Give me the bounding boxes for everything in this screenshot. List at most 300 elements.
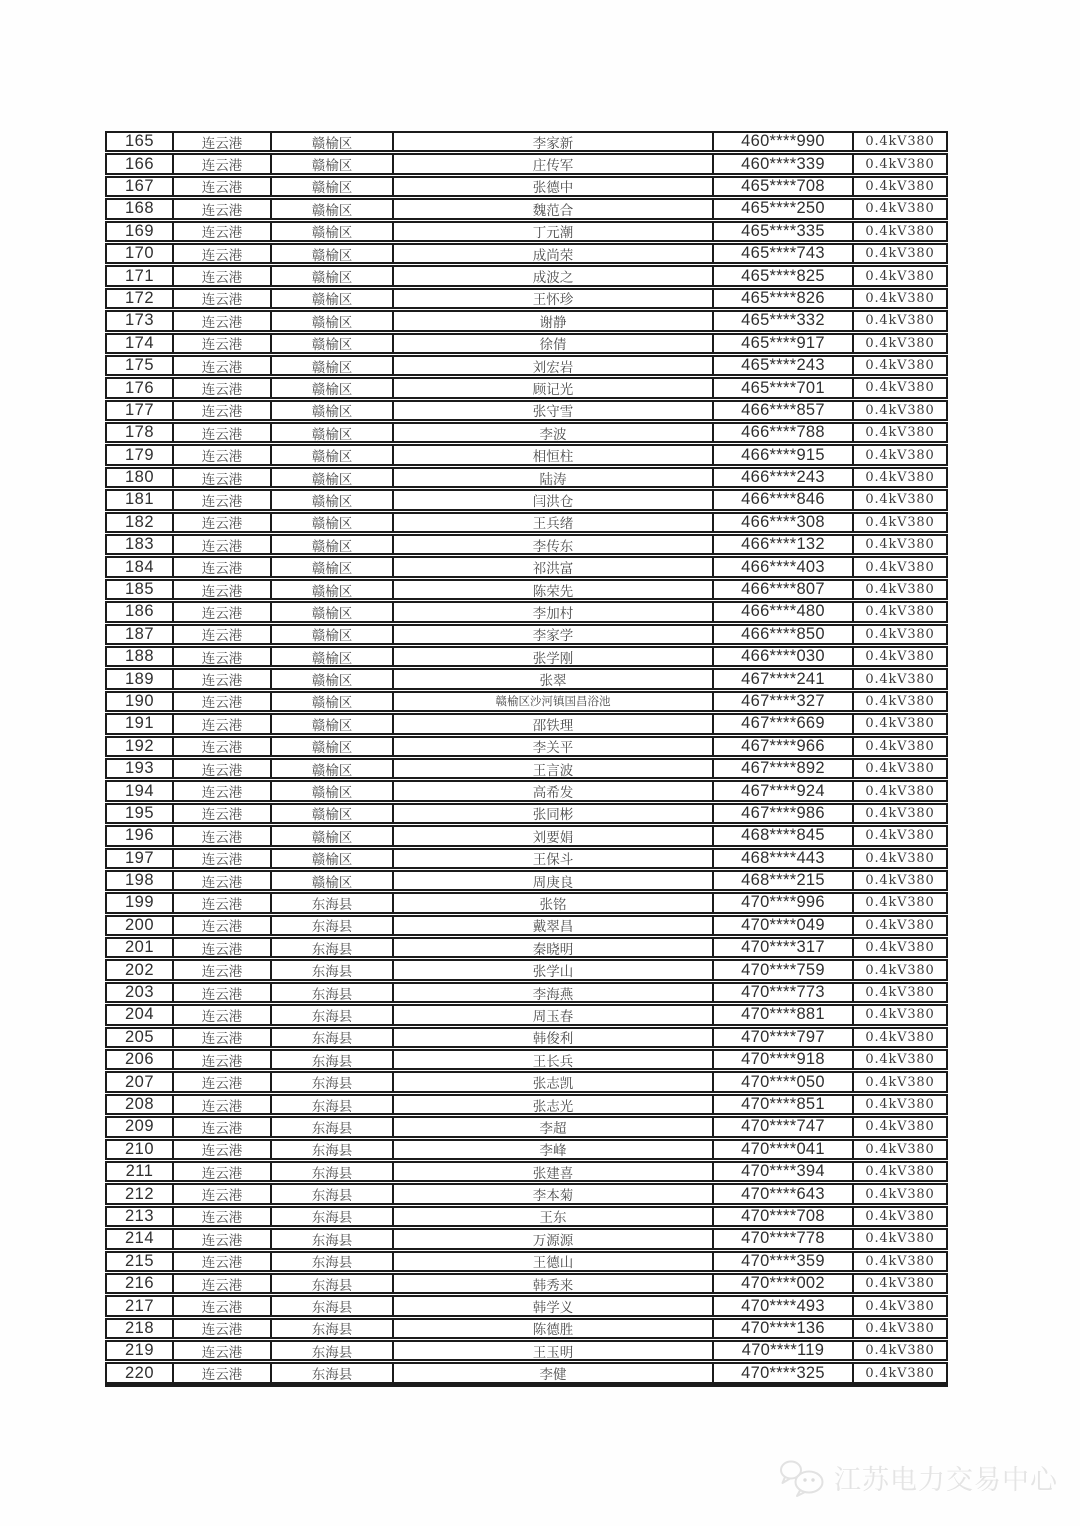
row-number-cell: 191	[107, 715, 174, 732]
voltage-cell: 0.4kV380	[865, 850, 935, 866]
account-cell: 468****215	[714, 872, 854, 889]
district-cell: 东海县	[272, 961, 394, 978]
district-cell: 赣榆区	[272, 446, 394, 463]
table-row	[105, 780, 948, 801]
account-cell: 470****851	[714, 1096, 854, 1113]
voltage-cell: 0.4kV380	[865, 335, 935, 351]
watermark-text: 江苏电力交易中心	[834, 1465, 1058, 1495]
voltage-cell: 0.4kV380	[865, 582, 935, 597]
district-cell: 东海县	[272, 1096, 394, 1113]
wechat-logo-icon	[779, 1459, 827, 1497]
row-number-cell: 167	[107, 178, 174, 195]
city-cell: 连云港	[174, 245, 272, 262]
district-cell: 东海县	[272, 1141, 394, 1158]
account-cell: 470****773	[714, 984, 854, 1001]
watermark	[779, 1458, 1058, 1497]
city-cell: 连云港	[174, 469, 272, 486]
row-number-cell: 170	[107, 245, 174, 262]
table-row	[105, 265, 948, 286]
name-cell: 王言波	[394, 760, 714, 777]
voltage-cell: 0.4kV380	[865, 492, 935, 508]
city-cell: 连云港	[174, 1163, 272, 1180]
name-cell: 张志凯	[394, 1073, 714, 1090]
row-number-cell: 216	[107, 1275, 174, 1292]
district-cell: 赣榆区	[272, 558, 394, 575]
row-number-cell: 186	[107, 603, 174, 620]
voltage-cell: 0.4kV380	[865, 1276, 935, 1292]
table-row	[105, 221, 948, 242]
table-row	[105, 489, 948, 510]
account-cell: 470****493	[714, 1297, 854, 1314]
account-cell: 465****243	[714, 357, 854, 374]
name-cell: 相恒柱	[394, 446, 714, 463]
voltage-cell: 0.4kV380	[865, 201, 935, 217]
city-cell: 连云港	[174, 1096, 272, 1113]
district-cell: 东海县	[272, 1208, 394, 1225]
account-cell: 470****136	[714, 1320, 854, 1337]
table-row	[105, 1183, 948, 1204]
city-cell: 连云港	[174, 805, 272, 822]
city-cell: 连云港	[174, 536, 272, 553]
name-cell: 刘宏岩	[394, 357, 714, 374]
name-cell: 徐倩	[394, 335, 714, 352]
city-cell: 连云港	[174, 827, 272, 844]
name-cell: 成波之	[394, 267, 714, 284]
city-cell: 连云港	[174, 670, 272, 687]
name-cell: 陆涛	[394, 469, 714, 486]
district-cell: 赣榆区	[272, 670, 394, 687]
row-number-cell: 206	[107, 1051, 174, 1068]
city-cell: 连云港	[174, 558, 272, 575]
table-row	[105, 1161, 948, 1182]
table-row	[105, 512, 948, 533]
city-cell: 连云港	[174, 603, 272, 620]
city-cell: 连云港	[174, 1275, 272, 1292]
row-number-cell: 192	[107, 738, 174, 755]
district-cell: 东海县	[272, 917, 394, 934]
district-cell: 赣榆区	[272, 312, 394, 329]
table-row	[105, 982, 948, 1003]
table-row	[105, 1004, 948, 1025]
district-cell: 赣榆区	[272, 155, 394, 172]
row-number-cell: 175	[107, 357, 174, 374]
row-number-cell: 168	[107, 200, 174, 217]
voltage-cell: 0.4kV380	[865, 268, 935, 284]
table-row	[105, 355, 948, 376]
district-cell: 赣榆区	[272, 223, 394, 240]
voltage-cell: 0.4kV380	[865, 1186, 935, 1202]
table-row	[105, 736, 948, 757]
table-row	[105, 691, 948, 712]
voltage-cell: 0.4kV380	[865, 178, 935, 194]
table-row	[105, 825, 948, 846]
account-cell: 466****030	[714, 648, 854, 665]
table-row	[105, 892, 948, 913]
district-cell: 赣榆区	[272, 536, 394, 553]
account-cell: 460****339	[714, 155, 854, 172]
voltage-cell: 0.4kV380	[865, 1231, 935, 1247]
district-cell: 赣榆区	[272, 693, 394, 710]
table-row	[105, 534, 948, 555]
table-row	[105, 668, 948, 689]
name-cell: 李海燕	[394, 984, 714, 1001]
account-cell: 470****797	[714, 1029, 854, 1046]
city-cell: 连云港	[174, 155, 272, 172]
city-cell: 连云港	[174, 626, 272, 643]
table-row	[105, 1362, 948, 1386]
district-cell: 赣榆区	[272, 603, 394, 620]
table-row	[105, 131, 948, 152]
voltage-cell: 0.4kV380	[865, 693, 935, 709]
account-cell: 470****317	[714, 939, 854, 956]
city-cell: 连云港	[174, 984, 272, 1001]
row-number-cell: 208	[107, 1096, 174, 1113]
voltage-cell: 0.4kV380	[865, 313, 935, 329]
city-cell: 连云港	[174, 335, 272, 352]
row-number-cell: 214	[107, 1230, 174, 1247]
voltage-cell: 0.4kV380	[865, 783, 935, 799]
row-number-cell: 207	[107, 1073, 174, 1090]
city-cell: 连云港	[174, 1118, 272, 1135]
voltage-cell: 0.4kV380	[865, 1052, 935, 1068]
city-cell: 连云港	[174, 760, 272, 777]
account-cell: 470****996	[714, 894, 854, 911]
account-cell: 466****807	[714, 581, 854, 598]
account-cell: 470****759	[714, 961, 854, 978]
voltage-cell: 0.4kV380	[865, 156, 935, 172]
row-number-cell: 196	[107, 827, 174, 844]
name-cell: 张铭	[394, 894, 714, 911]
name-cell: 李关平	[394, 738, 714, 755]
city-cell: 连云港	[174, 1320, 272, 1337]
name-cell: 张德中	[394, 178, 714, 195]
table-row	[105, 377, 948, 398]
district-cell: 赣榆区	[272, 827, 394, 844]
table-row	[105, 467, 948, 488]
row-number-cell: 200	[107, 917, 174, 934]
table-row	[105, 1228, 948, 1249]
district-cell: 东海县	[272, 1118, 394, 1135]
city-cell: 连云港	[174, 402, 272, 419]
city-cell: 连云港	[174, 693, 272, 710]
name-cell: 王德山	[394, 1253, 714, 1270]
account-cell: 470****002	[714, 1275, 854, 1292]
city-cell: 连云港	[174, 850, 272, 867]
district-cell: 赣榆区	[272, 357, 394, 374]
table-row	[105, 937, 948, 958]
account-cell: 467****892	[714, 760, 854, 777]
row-number-cell: 219	[107, 1342, 174, 1359]
account-cell: 467****966	[714, 738, 854, 755]
table-row	[105, 400, 948, 421]
row-number-cell: 177	[107, 402, 174, 419]
city-cell: 连云港	[174, 917, 272, 934]
table-row	[105, 1318, 948, 1339]
account-cell: 466****788	[714, 424, 854, 441]
voltage-cell: 0.4kV380	[865, 738, 935, 754]
row-number-cell: 173	[107, 312, 174, 329]
city-cell: 连云港	[174, 1185, 272, 1202]
district-cell: 赣榆区	[272, 424, 394, 441]
name-cell: 张学山	[394, 961, 714, 978]
district-cell: 东海县	[272, 1297, 394, 1314]
row-number-cell: 174	[107, 335, 174, 352]
row-number-cell: 211	[107, 1163, 174, 1180]
district-cell: 东海县	[272, 1230, 394, 1247]
row-number-cell: 165	[107, 133, 174, 150]
name-cell: 李超	[394, 1118, 714, 1135]
district-cell: 赣榆区	[272, 178, 394, 195]
table-row	[105, 1251, 948, 1272]
city-cell: 连云港	[174, 1141, 272, 1158]
district-cell: 赣榆区	[272, 805, 394, 822]
voltage-cell: 0.4kV380	[865, 1320, 935, 1336]
account-cell: 470****041	[714, 1141, 854, 1158]
name-cell: 王怀珍	[394, 290, 714, 307]
city-cell: 连云港	[174, 648, 272, 665]
name-cell: 王保斗	[394, 850, 714, 867]
name-cell: 陈荣先	[394, 581, 714, 598]
name-cell: 周玉春	[394, 1006, 714, 1023]
account-cell: 470****119	[714, 1342, 854, 1359]
row-number-cell: 188	[107, 648, 174, 665]
district-cell: 赣榆区	[272, 469, 394, 486]
voltage-cell: 0.4kV380	[865, 716, 935, 732]
account-cell: 466****846	[714, 491, 854, 508]
voltage-cell: 0.4kV380	[865, 828, 935, 844]
city-cell: 连云港	[174, 1364, 272, 1381]
row-number-cell: 187	[107, 626, 174, 643]
name-cell: 顾记光	[394, 379, 714, 396]
name-cell: 韩俊利	[394, 1029, 714, 1046]
district-cell: 赣榆区	[272, 872, 394, 889]
account-cell: 466****308	[714, 514, 854, 531]
row-number-cell: 202	[107, 961, 174, 978]
voltage-cell: 0.4kV380	[865, 1096, 935, 1112]
voltage-cell: 0.4kV380	[865, 671, 935, 687]
district-cell: 赣榆区	[272, 402, 394, 419]
city-cell: 连云港	[174, 738, 272, 755]
table-row	[105, 1206, 948, 1227]
name-cell: 王兵绪	[394, 514, 714, 531]
account-cell: 466****480	[714, 603, 854, 620]
row-number-cell: 189	[107, 670, 174, 687]
name-cell: 魏范合	[394, 200, 714, 217]
name-cell: 赣榆区沙河镇国昌浴池	[394, 693, 714, 710]
row-number-cell: 205	[107, 1029, 174, 1046]
row-number-cell: 204	[107, 1006, 174, 1023]
district-cell: 赣榆区	[272, 514, 394, 531]
city-cell: 连云港	[174, 715, 272, 732]
voltage-cell: 0.4kV380	[865, 1119, 935, 1135]
name-cell: 张志光	[394, 1096, 714, 1113]
row-number-cell: 182	[107, 514, 174, 531]
table-row	[105, 601, 948, 622]
name-cell: 张建喜	[394, 1163, 714, 1180]
name-cell: 李传东	[394, 536, 714, 553]
table-row	[105, 758, 948, 779]
account-cell: 465****917	[714, 335, 854, 352]
district-cell: 赣榆区	[272, 850, 394, 867]
city-cell: 连云港	[174, 379, 272, 396]
city-cell: 连云港	[174, 1208, 272, 1225]
voltage-cell: 0.4kV380	[865, 761, 935, 777]
account-cell: 468****443	[714, 850, 854, 867]
account-cell: 470****359	[714, 1253, 854, 1270]
table-row	[105, 915, 948, 936]
district-cell: 东海县	[272, 1029, 394, 1046]
city-cell: 连云港	[174, 514, 272, 531]
table-row	[105, 713, 948, 734]
voltage-cell: 0.4kV380	[865, 604, 935, 620]
voltage-cell: 0.4kV380	[865, 1343, 935, 1359]
account-cell: 470****747	[714, 1118, 854, 1135]
city-cell: 连云港	[174, 1029, 272, 1046]
row-number-cell: 166	[107, 155, 174, 172]
voltage-cell: 0.4kV380	[865, 1298, 935, 1314]
table-row	[105, 243, 948, 264]
city-cell: 连云港	[174, 200, 272, 217]
account-cell: 470****918	[714, 1051, 854, 1068]
row-number-cell: 209	[107, 1118, 174, 1135]
name-cell: 李本菊	[394, 1185, 714, 1202]
district-cell: 赣榆区	[272, 245, 394, 262]
district-cell: 赣榆区	[272, 290, 394, 307]
name-cell: 闫洪仓	[394, 491, 714, 508]
name-cell: 李健	[394, 1364, 714, 1381]
district-cell: 赣榆区	[272, 200, 394, 217]
voltage-cell: 0.4kV380	[865, 1253, 935, 1269]
name-cell: 高希发	[394, 782, 714, 799]
district-cell: 赣榆区	[272, 335, 394, 352]
table-row	[105, 333, 948, 354]
district-cell: 赣榆区	[272, 715, 394, 732]
row-number-cell: 171	[107, 267, 174, 284]
city-cell: 连云港	[174, 290, 272, 307]
city-cell: 连云港	[174, 894, 272, 911]
table-row	[105, 153, 948, 174]
account-cell: 467****924	[714, 782, 854, 799]
name-cell: 秦晓明	[394, 939, 714, 956]
city-cell: 连云港	[174, 939, 272, 956]
name-cell: 庄传军	[394, 155, 714, 172]
voltage-cell: 0.4kV380	[865, 425, 935, 441]
table-row	[105, 646, 948, 667]
row-number-cell: 169	[107, 223, 174, 240]
account-cell: 466****850	[714, 626, 854, 643]
voltage-cell: 0.4kV380	[865, 805, 935, 821]
row-number-cell: 218	[107, 1320, 174, 1337]
city-cell: 连云港	[174, 1073, 272, 1090]
voltage-cell: 0.4kV380	[865, 962, 935, 978]
voltage-cell: 0.4kV380	[865, 1164, 935, 1180]
table-row	[105, 1027, 948, 1048]
name-cell: 韩学义	[394, 1297, 714, 1314]
city-cell: 连云港	[174, 133, 272, 150]
account-cell: 467****241	[714, 670, 854, 687]
voltage-cell: 0.4kV380	[865, 940, 935, 956]
city-cell: 连云港	[174, 424, 272, 441]
district-cell: 东海县	[272, 939, 394, 956]
voltage-cell: 0.4kV380	[865, 402, 935, 418]
district-cell: 赣榆区	[272, 626, 394, 643]
table-row	[105, 1139, 948, 1160]
table-row	[105, 959, 948, 980]
row-number-cell: 198	[107, 872, 174, 889]
voltage-cell: 0.4kV380	[865, 1007, 935, 1023]
voltage-cell: 0.4kV380	[865, 514, 935, 530]
table-row	[105, 198, 948, 219]
name-cell: 张守雪	[394, 402, 714, 419]
district-cell: 东海县	[272, 984, 394, 1001]
district-cell: 东海县	[272, 1320, 394, 1337]
district-cell: 东海县	[272, 1006, 394, 1023]
district-cell: 东海县	[272, 1051, 394, 1068]
account-cell: 467****669	[714, 715, 854, 732]
voltage-cell: 0.4kV380	[865, 470, 935, 486]
voltage-cell: 0.4kV380	[865, 626, 935, 642]
city-cell: 连云港	[174, 1051, 272, 1068]
district-cell: 东海县	[272, 894, 394, 911]
row-number-cell: 179	[107, 446, 174, 463]
account-cell: 466****243	[714, 469, 854, 486]
account-cell: 467****327	[714, 693, 854, 710]
name-cell: 张同彬	[394, 805, 714, 822]
voltage-cell: 0.4kV380	[865, 447, 935, 463]
voltage-cell: 0.4kV380	[865, 1141, 935, 1157]
name-cell: 王长兵	[394, 1051, 714, 1068]
name-cell: 刘要娟	[394, 827, 714, 844]
table-row	[105, 1094, 948, 1115]
name-cell: 李家学	[394, 626, 714, 643]
district-cell: 赣榆区	[272, 379, 394, 396]
row-number-cell: 213	[107, 1208, 174, 1225]
account-cell: 467****986	[714, 805, 854, 822]
voltage-cell: 0.4kV380	[865, 985, 935, 1001]
district-cell: 东海县	[272, 1163, 394, 1180]
district-cell: 东海县	[272, 1342, 394, 1359]
name-cell: 成尚荣	[394, 245, 714, 262]
row-number-cell: 201	[107, 939, 174, 956]
table-row	[105, 444, 948, 465]
city-cell: 连云港	[174, 491, 272, 508]
voltage-cell: 0.4kV380	[865, 917, 935, 933]
city-cell: 连云港	[174, 223, 272, 240]
account-cell: 470****394	[714, 1163, 854, 1180]
city-cell: 连云港	[174, 1342, 272, 1359]
voltage-cell: 0.4kV380	[865, 1074, 935, 1090]
district-cell: 东海县	[272, 1275, 394, 1292]
name-cell: 李加村	[394, 603, 714, 620]
voltage-cell: 0.4kV380	[865, 134, 935, 150]
voltage-cell: 0.4kV380	[865, 380, 935, 396]
account-cell: 465****743	[714, 245, 854, 262]
row-number-cell: 194	[107, 782, 174, 799]
name-cell: 戴翠昌	[394, 917, 714, 934]
city-cell: 连云港	[174, 357, 272, 374]
city-cell: 连云港	[174, 961, 272, 978]
city-cell: 连云港	[174, 872, 272, 889]
name-cell: 谢静	[394, 312, 714, 329]
district-cell: 赣榆区	[272, 738, 394, 755]
table-row	[105, 556, 948, 577]
account-cell: 470****643	[714, 1185, 854, 1202]
row-number-cell: 197	[107, 850, 174, 867]
account-cell: 466****403	[714, 558, 854, 575]
row-number-cell: 180	[107, 469, 174, 486]
row-number-cell: 195	[107, 805, 174, 822]
account-cell: 465****825	[714, 267, 854, 284]
